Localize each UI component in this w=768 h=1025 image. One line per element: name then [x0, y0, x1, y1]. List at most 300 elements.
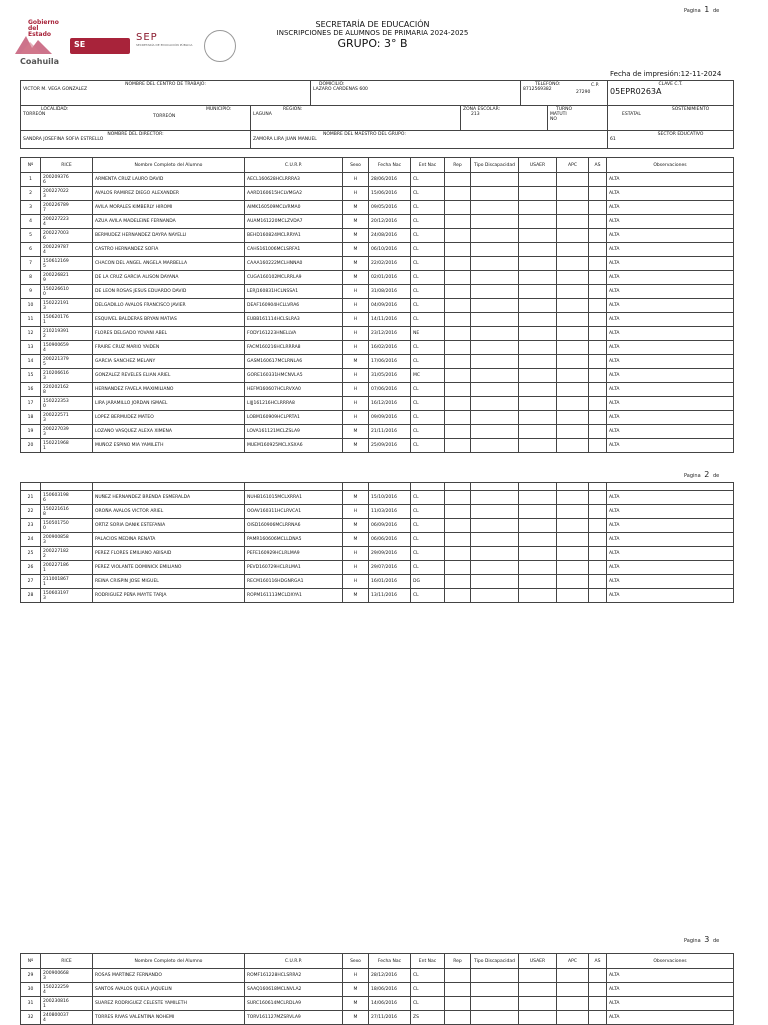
- rice-cell: [41, 383, 93, 397]
- row-number: 25: [21, 547, 41, 561]
- ent-nac: CL: [411, 313, 445, 327]
- table-row: [21, 187, 734, 201]
- student-name: LIRA JARAMILLO JORDAN ISMAEL: [93, 397, 245, 411]
- rep: [445, 575, 471, 589]
- rice-cell: [41, 243, 93, 257]
- usaer: [519, 271, 557, 285]
- rice-check-digit: 9: [43, 277, 46, 283]
- column-header: RICE: [41, 954, 93, 969]
- logo-sep-sub: SECRETARÍA DE EDUCACIÓN PÚBLICA: [136, 43, 193, 47]
- curp: OISD160906MCLRRNA6: [245, 519, 343, 533]
- column-header: Rep: [445, 954, 471, 969]
- header-inscripciones: INSCRIPCIONES DE ALUMNOS DE PRIMARIA 2024-2025: [276, 29, 469, 37]
- curp: AIMK160509MCLVRMA0: [245, 201, 343, 215]
- ent-nac: CL: [411, 257, 445, 271]
- column-header: Nº: [21, 158, 41, 173]
- row-number: 10: [21, 299, 41, 313]
- rice-check-digit: 4: [43, 1017, 46, 1023]
- rice-check-digit: 5: [43, 361, 46, 367]
- rice-check-digit: 8: [43, 511, 46, 517]
- as: [589, 1011, 607, 1025]
- curp: AUAM161220MCLZVDA7: [245, 215, 343, 229]
- apc: [557, 1011, 589, 1025]
- table-row: [21, 439, 734, 453]
- curp: ROMF161228HCLSRRA2: [245, 969, 343, 983]
- students-table-page1: [20, 157, 734, 453]
- column-header: Observaciones: [607, 158, 734, 173]
- as: [589, 187, 607, 201]
- table-cell: [471, 483, 519, 491]
- rep: [445, 491, 471, 505]
- apc: [557, 561, 589, 575]
- curp: PEVD160729HCLRLMA1: [245, 561, 343, 575]
- observaciones: ALTA: [607, 243, 734, 257]
- apc: [557, 491, 589, 505]
- sexo: H: [343, 187, 369, 201]
- logo-coahuila-text: Coahuila: [20, 57, 60, 66]
- maestro-cell: [251, 131, 608, 149]
- row-number: 13: [21, 341, 41, 355]
- observaciones: ALTA: [607, 369, 734, 383]
- domicilio-cell: [311, 81, 521, 106]
- apc: [557, 187, 589, 201]
- observaciones: ALTA: [607, 313, 734, 327]
- rice-value: 150222191: [43, 300, 69, 306]
- rep: [445, 589, 471, 603]
- rice-value: 150612169: [43, 258, 69, 264]
- row-number: 7: [21, 257, 41, 271]
- usaer: [519, 257, 557, 271]
- row-number: 2: [21, 187, 41, 201]
- as: [589, 425, 607, 439]
- curp: EUBB161114HCLSLRA3: [245, 313, 343, 327]
- ent-nac: CL: [411, 201, 445, 215]
- region-label: REGION:: [283, 107, 303, 112]
- apc: [557, 327, 589, 341]
- curp: TORV161127MZSRVLA9: [245, 1011, 343, 1025]
- fecha-nac: 06/10/2016: [369, 243, 411, 257]
- fecha-nac: 09/09/2016: [369, 411, 411, 425]
- ent-nac: CL: [411, 355, 445, 369]
- rice-cell: [41, 369, 93, 383]
- student-name: ESQUIVEL BALDERAS BRYAN MATIAS: [93, 313, 245, 327]
- student-name: GONZALEZ REVELES ELIAN ARIEL: [93, 369, 245, 383]
- sexo: M: [343, 589, 369, 603]
- table-cell: [245, 483, 343, 491]
- student-name: ARMENTA CRUZ LAURO DAVID: [93, 173, 245, 187]
- student-name: DE LEON ROSAS JESUS EDUARDO DAVID: [93, 285, 245, 299]
- usaer: [519, 1011, 557, 1025]
- curp: ROPM161113MCLDXYA1: [245, 589, 343, 603]
- apc: [557, 505, 589, 519]
- row-number: 1: [21, 173, 41, 187]
- rice-cell: [41, 173, 93, 187]
- rep: [445, 519, 471, 533]
- curp: FODY161223HNELLVA: [245, 327, 343, 341]
- student-name: LOPEZ BERMUDEZ MATEO: [93, 411, 245, 425]
- turno-label: TURNO: [556, 107, 573, 112]
- column-header: AS: [589, 158, 607, 173]
- tipo-discapacidad: [471, 969, 519, 983]
- sexo: H: [343, 173, 369, 187]
- apc: [557, 439, 589, 453]
- school-info-table: [20, 80, 734, 149]
- students-table-page3: [20, 953, 734, 1025]
- municipio-label: MUNICIPIO:: [206, 107, 232, 112]
- student-name: REINA CRISPIN JOSE MIGUEL: [93, 575, 245, 589]
- rep: [445, 271, 471, 285]
- column-header: Sexo: [343, 158, 369, 173]
- sostenimiento-label: SOSTENIMIENTO: [671, 107, 710, 112]
- tipo-discapacidad: [471, 589, 519, 603]
- column-header: Tipo Discapacidad: [471, 954, 519, 969]
- rice-value: 200221379: [43, 356, 69, 362]
- rep: [445, 355, 471, 369]
- rice-cell: [41, 533, 93, 547]
- column-header: Sexo: [343, 954, 369, 969]
- ent-nac: DG: [411, 575, 445, 589]
- sexo: M: [343, 257, 369, 271]
- rice-value: 200900668: [43, 970, 69, 976]
- row-number: 5: [21, 229, 41, 243]
- student-name: CASTRO HERNANDEZ SOFIA: [93, 243, 245, 257]
- sexo: H: [343, 505, 369, 519]
- rice-value: 200226821: [43, 272, 69, 278]
- column-header: AS: [589, 954, 607, 969]
- fecha-nac: 16/12/2016: [369, 397, 411, 411]
- rep: [445, 969, 471, 983]
- as: [589, 589, 607, 603]
- tipo-discapacidad: [471, 369, 519, 383]
- rice-value: 150900659: [43, 342, 69, 348]
- curp: LERJ160831HCLNSSA1: [245, 285, 343, 299]
- rice-check-digit: 1: [43, 567, 46, 573]
- usaer: [519, 173, 557, 187]
- tipo-discapacidad: [471, 547, 519, 561]
- as: [589, 439, 607, 453]
- table-row: [21, 547, 734, 561]
- row-number: 17: [21, 397, 41, 411]
- observaciones: ALTA: [607, 187, 734, 201]
- rice-check-digit: 3: [43, 975, 46, 981]
- ent-nac: CL: [411, 533, 445, 547]
- observaciones: ALTA: [607, 299, 734, 313]
- rice-check-digit: 0: [43, 291, 46, 297]
- document-header: [270, 20, 475, 50]
- rep: [445, 983, 471, 997]
- column-header: Observaciones: [607, 954, 734, 969]
- rep: [445, 1011, 471, 1025]
- curp: GASM160617MCLRNLA6: [245, 355, 343, 369]
- rice-cell: [41, 229, 93, 243]
- tipo-discapacidad: [471, 533, 519, 547]
- observaciones: ALTA: [607, 575, 734, 589]
- row-number: 9: [21, 285, 41, 299]
- row-number: 4: [21, 215, 41, 229]
- observaciones: ALTA: [607, 257, 734, 271]
- sep-logo: [136, 32, 196, 62]
- page-number-3: [684, 935, 719, 944]
- as: [589, 285, 607, 299]
- student-name: CHACON DEL ANGEL ANGELA MARBELLA: [93, 257, 245, 271]
- fecha-nac: 14/06/2016: [369, 997, 411, 1011]
- tipo-discapacidad: [471, 257, 519, 271]
- usaer: [519, 425, 557, 439]
- rice-check-digit: 4: [43, 347, 46, 353]
- usaer: [519, 383, 557, 397]
- tipo-discapacidad: [471, 491, 519, 505]
- ent-nac: CL: [411, 229, 445, 243]
- sector-value: 61: [610, 137, 616, 142]
- row-number: 16: [21, 383, 41, 397]
- ent-nac: CL: [411, 187, 445, 201]
- rice-value: 150222353: [43, 398, 69, 404]
- sector-cell: [608, 131, 734, 149]
- curp: FACM160216HCLRRRA8: [245, 341, 343, 355]
- rice-check-digit: 1: [43, 581, 46, 587]
- centro-cell: [21, 81, 311, 106]
- curp: CAAA160222MCLHNNA0: [245, 257, 343, 271]
- student-name: DE LA CRUZ GARCIA ALISON DAYANA: [93, 271, 245, 285]
- fecha-nac: 13/11/2016: [369, 589, 411, 603]
- rice-cell: [41, 519, 93, 533]
- municipio-value: TORREÓN: [153, 114, 176, 119]
- row-number: 24: [21, 533, 41, 547]
- fecha-nac: 29/07/2016: [369, 561, 411, 575]
- as: [589, 173, 607, 187]
- student-name: AVILA MORALES KIMBERLY HIROMI: [93, 201, 245, 215]
- fecha-nac: 16/02/2016: [369, 341, 411, 355]
- observaciones: ALTA: [607, 271, 734, 285]
- centro-value: VICTOR M. VEGA GONZALEZ: [23, 87, 88, 92]
- apc: [557, 397, 589, 411]
- observaciones: ALTA: [607, 969, 734, 983]
- as: [589, 505, 607, 519]
- sostenimiento-value: ESTATAL: [622, 112, 641, 117]
- as: [589, 491, 607, 505]
- table-row: [21, 215, 734, 229]
- rep: [445, 201, 471, 215]
- student-name: SANTOS AVALOS QUELA JAQUELIN: [93, 983, 245, 997]
- fecha-nac: 06/06/2016: [369, 533, 411, 547]
- rice-cell: [41, 983, 93, 997]
- sexo: H: [343, 313, 369, 327]
- fecha-nac: 23/12/2016: [369, 327, 411, 341]
- rep: [445, 997, 471, 1011]
- apc: [557, 215, 589, 229]
- table-cell: [519, 483, 557, 491]
- curp: RECM160116HDGNRGA1: [245, 575, 343, 589]
- rice-cell: [41, 425, 93, 439]
- fecha-nac: 15/10/2016: [369, 491, 411, 505]
- rice-value: 200209376: [43, 174, 69, 180]
- observaciones: ALTA: [607, 201, 734, 215]
- observaciones: ALTA: [607, 355, 734, 369]
- rice-check-digit: 4: [43, 989, 46, 995]
- apc: [557, 519, 589, 533]
- cp-label: C.P.: [591, 83, 600, 88]
- rice-check-digit: 2: [43, 333, 46, 339]
- page-of-label: de: [712, 938, 720, 944]
- ent-nac: CL: [411, 547, 445, 561]
- apc: [557, 997, 589, 1011]
- student-name: DELGADILLO AVALOS FRANCISCO JAVIER: [93, 299, 245, 313]
- rep: [445, 533, 471, 547]
- student-name: GARCIA SANCHEZ MELANY: [93, 355, 245, 369]
- table-row: [21, 519, 734, 533]
- director-value: SANDRA JOSEFINA SOFIA ESTRELLO: [23, 137, 104, 142]
- rice-cell: [41, 341, 93, 355]
- usaer: [519, 505, 557, 519]
- tipo-discapacidad: [471, 561, 519, 575]
- as: [589, 369, 607, 383]
- observaciones: ALTA: [607, 229, 734, 243]
- rep: [445, 299, 471, 313]
- row-number: 3: [21, 201, 41, 215]
- zona-value: 213: [471, 112, 480, 117]
- ent-nac: CL: [411, 561, 445, 575]
- page-label: Pagina: [684, 938, 701, 944]
- row-number: 20: [21, 439, 41, 453]
- row-number: 27: [21, 575, 41, 589]
- curp: PAMR160606MCLLDNA5: [245, 533, 343, 547]
- rice-cell: [41, 271, 93, 285]
- ent-nac: CL: [411, 983, 445, 997]
- sexo: H: [343, 397, 369, 411]
- tipo-discapacidad: [471, 229, 519, 243]
- domicilio-label: DOMICILIO:: [319, 82, 345, 87]
- fecha-nac: 20/12/2016: [369, 215, 411, 229]
- student-name: AVALOS RAMIREZ DIEGO ALEXANDER: [93, 187, 245, 201]
- rice-value: 150501750: [43, 520, 69, 526]
- logo-sep-text: SEP: [136, 32, 158, 43]
- ent-nac: CL: [411, 215, 445, 229]
- ent-nac: CL: [411, 425, 445, 439]
- page-label: Pagina: [684, 8, 701, 14]
- as: [589, 299, 607, 313]
- page-of-label: de: [712, 473, 720, 479]
- rep: [445, 547, 471, 561]
- rep: [445, 439, 471, 453]
- curp: BEHD160824MCLRRYA1: [245, 229, 343, 243]
- tipo-discapacidad: [471, 1011, 519, 1025]
- sexo: M: [343, 271, 369, 285]
- tipo-discapacidad: [471, 187, 519, 201]
- as: [589, 229, 607, 243]
- row-number: 29: [21, 969, 41, 983]
- usaer: [519, 969, 557, 983]
- curp: SURC160614MCLRDLA9: [245, 997, 343, 1011]
- observaciones: ALTA: [607, 997, 734, 1011]
- row-number: 31: [21, 997, 41, 1011]
- tipo-discapacidad: [471, 411, 519, 425]
- apc: [557, 547, 589, 561]
- table-row: [21, 505, 734, 519]
- rep: [445, 561, 471, 575]
- observaciones: ALTA: [607, 533, 734, 547]
- table-row: [21, 383, 734, 397]
- ent-nac: CL: [411, 243, 445, 257]
- table-row: [21, 411, 734, 425]
- maestro-label: NOMBRE DEL MAESTRO DEL GRUPO:: [323, 132, 406, 137]
- table-row: [21, 327, 734, 341]
- rice-cell: [41, 575, 93, 589]
- sexo: H: [343, 575, 369, 589]
- table-row: [21, 997, 734, 1011]
- student-name: MUÑOZ ESPINO MIA YAMILETH: [93, 439, 245, 453]
- fecha-nac: 14/11/2016: [369, 313, 411, 327]
- rice-check-digit: 2: [43, 553, 46, 559]
- clave-cell: [608, 81, 734, 106]
- student-name: ROSAS MARTINEZ FERNANDO: [93, 969, 245, 983]
- row-number: 21: [21, 491, 41, 505]
- page-number-value: 2: [704, 470, 710, 479]
- logo-se-text: SE: [74, 40, 86, 49]
- table-row: [21, 313, 734, 327]
- student-name: FLORES DELGADO YOVANI ABEL: [93, 327, 245, 341]
- observaciones: ALTA: [607, 505, 734, 519]
- national-seal-icon: [204, 30, 236, 62]
- rice-cell: [41, 1011, 93, 1025]
- ent-nac: CL: [411, 969, 445, 983]
- region-cell: [251, 106, 461, 131]
- apc: [557, 285, 589, 299]
- rice-cell: [41, 505, 93, 519]
- column-header: APC: [557, 158, 589, 173]
- rep: [445, 173, 471, 187]
- column-header: Fecha Nac: [369, 954, 411, 969]
- observaciones: ALTA: [607, 411, 734, 425]
- sexo: H: [343, 561, 369, 575]
- sostenimiento-cell: [608, 106, 734, 131]
- turno-value: MATUTINO: [550, 112, 567, 122]
- page-number-value: 1: [704, 5, 710, 14]
- apc: [557, 173, 589, 187]
- sexo: H: [343, 369, 369, 383]
- rice-value: 200227022: [43, 188, 69, 194]
- coahuila-logo: [12, 18, 58, 73]
- header-grupo: GRUPO: 3° B: [337, 37, 408, 50]
- row-number: 23: [21, 519, 41, 533]
- table-row: [21, 299, 734, 313]
- turno-cell: [548, 106, 608, 131]
- ent-nac: CL: [411, 383, 445, 397]
- tipo-discapacidad: [471, 285, 519, 299]
- as: [589, 327, 607, 341]
- tipo-discapacidad: [471, 439, 519, 453]
- telefono-label: TELEFONO:: [535, 82, 561, 87]
- apc: [557, 425, 589, 439]
- rice-check-digit: 6: [43, 235, 46, 241]
- ent-nac: NE: [411, 327, 445, 341]
- clave-label: CLAVE C.T.: [658, 82, 683, 87]
- table-row: [21, 1011, 734, 1025]
- student-name: RODRIGUEZ PEÑA MAYTE TARJA: [93, 589, 245, 603]
- rice-value: 200226789: [43, 202, 69, 208]
- usaer: [519, 491, 557, 505]
- row-number: 11: [21, 313, 41, 327]
- coahuila-emblem-icon: [12, 32, 58, 58]
- apc: [557, 271, 589, 285]
- observaciones: ALTA: [607, 341, 734, 355]
- usaer: [519, 519, 557, 533]
- tipo-discapacidad: [471, 173, 519, 187]
- apc: [557, 201, 589, 215]
- table-row: [21, 257, 734, 271]
- rice-value: 200900858: [43, 534, 69, 540]
- maestro-value: ZAMORA LIRA JUAN MANUEL: [253, 137, 317, 142]
- usaer: [519, 411, 557, 425]
